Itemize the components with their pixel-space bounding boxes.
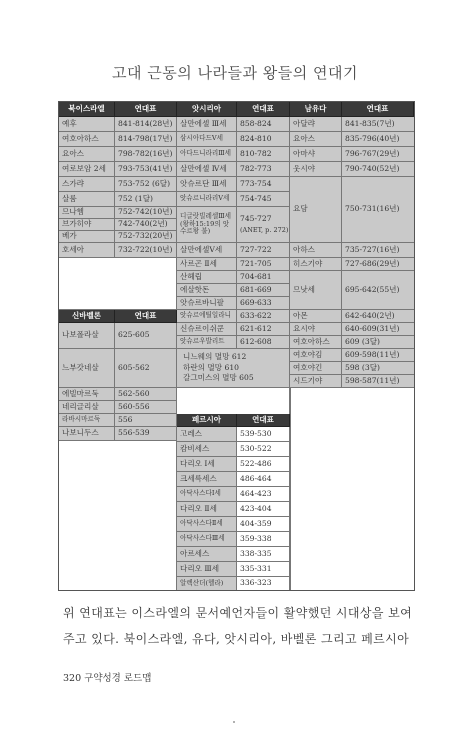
header-persia: 페르시아 xyxy=(177,414,237,427)
assyria-years: 633-622 xyxy=(237,310,290,323)
judah-king: 아마샤 xyxy=(290,147,342,162)
judah-king: 여호야긴 xyxy=(290,362,342,375)
persia-king: 캄비세스 xyxy=(177,442,237,457)
persia-king: 아닥사스다Ⅱ세 xyxy=(177,517,237,532)
persia-king: 아닥사스다Ⅲ세 xyxy=(177,532,237,547)
judah-king: 히스기야 xyxy=(290,258,342,271)
persia-years: 335-331 xyxy=(237,562,290,577)
israel-years: 753-752 (6달) xyxy=(115,177,177,192)
judah-years: 598 (3달) xyxy=(342,362,414,375)
persia-years: 522-486 xyxy=(237,457,290,472)
judah-years: 640-609(31년) xyxy=(342,323,414,336)
assyria-years: 704-681 xyxy=(237,271,290,284)
persia-years: 464-423 xyxy=(237,487,290,502)
assyria-years: 612-608 xyxy=(237,336,290,349)
assyria-years: 782-773 xyxy=(237,162,290,177)
babylon-king: 라바시마르둑 xyxy=(59,414,115,427)
judah-king: 아달랴 xyxy=(290,117,342,132)
header-judah: 남유다 xyxy=(290,102,342,117)
persia-king: 다리오 Ⅱ세 xyxy=(177,502,237,517)
assyria-king: 앗슈르단 Ⅲ세 xyxy=(177,177,237,192)
israel-king: 예후 xyxy=(59,117,115,132)
persia-years: 423-404 xyxy=(237,502,290,517)
persia-king: 아르세스 xyxy=(177,547,237,562)
persia-years: 530-522 xyxy=(237,442,290,457)
judah-king: 여호야김 xyxy=(290,349,342,362)
babylon-years: 605-562 xyxy=(115,349,177,388)
empty-cell xyxy=(59,258,177,310)
assyria-years: 727-722 xyxy=(237,243,290,258)
assyria-king: 에살핫돈 xyxy=(177,284,237,297)
israel-king: 스가랴 xyxy=(59,177,115,192)
page-title: 고대 근동의 나라들과 왕들의 연대기 xyxy=(112,64,358,82)
assyria-king: 삼시아다드Ⅴ세 xyxy=(177,132,237,147)
body-text-line: 위 연대표는 이스라엘의 문서예언자들이 활약했던 시대상을 보여 xyxy=(63,606,413,620)
israel-years: 742-740(2년) xyxy=(115,219,177,231)
assyria-years: 824-810 xyxy=(237,132,290,147)
header-israel-chron: 연대표 xyxy=(115,102,177,117)
judah-years: 796-767(29년) xyxy=(342,147,414,162)
persia-king: 다리오 Ⅰ세 xyxy=(177,457,237,472)
header-babylon: 신바벨론 xyxy=(59,310,115,323)
persia-king: 다리오 Ⅲ세 xyxy=(177,562,237,577)
persia-years: 539-530 xyxy=(237,427,290,442)
page-mark xyxy=(233,721,235,723)
babylon-years: 556-539 xyxy=(115,427,177,441)
babylon-king: 네리글리살 xyxy=(59,401,115,414)
assyria-years: 745-727 xyxy=(240,213,272,223)
header-israel: 북이스라엘 xyxy=(59,102,115,117)
assyria-years: 754-745 xyxy=(237,192,290,207)
israel-king: 베가 xyxy=(59,231,115,243)
assyria-king: 앗슈르에틸일라니 xyxy=(177,310,237,323)
assyria-years: 858-824 xyxy=(237,117,290,132)
chronology-table xyxy=(58,101,415,591)
judah-years: 841-835(7년) xyxy=(342,117,414,132)
page-footer: 320 구약성경 로드맵 xyxy=(63,673,152,684)
israel-years: 798-782(16년) xyxy=(115,147,177,162)
judah-king: 므낫세 xyxy=(290,271,342,310)
israel-years: 732-722(10년) xyxy=(115,243,177,258)
judah-king: 요아스 xyxy=(290,132,342,147)
israel-years: 814-798(17년) xyxy=(115,132,177,147)
header-assyria: 앗시리아 xyxy=(177,102,237,117)
babylon-years: 625-605 xyxy=(115,323,177,349)
judah-years: 727-686(29년) xyxy=(342,258,414,271)
empty-cell xyxy=(290,388,414,590)
babylon-years: 562-560 xyxy=(115,388,177,401)
persia-king: 고레스 xyxy=(177,427,237,442)
assyria-king: 앗슈르니라리Ⅴ세 xyxy=(177,192,237,207)
judah-years: 790-740(52년) xyxy=(342,162,414,177)
babylon-king: 느부갓네살 xyxy=(59,349,115,388)
header-judah-chron: 연대표 xyxy=(342,102,414,117)
assyria-years: 773-754 xyxy=(237,177,290,192)
israel-years: 841-814(28년) xyxy=(115,117,177,132)
judah-years: 835-796(40년) xyxy=(342,132,414,147)
body-text-line: 주고 있다. 북이스라엘, 유다, 앗시리아, 바벨론 그리고 페르시아 xyxy=(63,632,410,646)
israel-years: 752-742(10년) xyxy=(115,207,177,219)
babylon-king: 나보폴라살 xyxy=(59,323,115,349)
assyria-years: 681-669 xyxy=(237,284,290,297)
babylon-years: 560-556 xyxy=(115,401,177,414)
judah-years: 598-587(11년) xyxy=(342,375,414,388)
assyria-king: 사르곤 Ⅱ세 xyxy=(177,258,237,271)
persia-king: 크세륵세스 xyxy=(177,472,237,487)
judah-years: 642-640(2년) xyxy=(342,310,414,323)
empty-cell xyxy=(59,441,177,590)
persia-king: 아닥사스다Ⅰ세 xyxy=(177,487,237,502)
assyria-years: 721-705 xyxy=(237,258,290,271)
judah-years: 609-598(11년) xyxy=(342,349,414,362)
assyria-king: 앗슈르바니팔 xyxy=(177,297,237,310)
israel-king: 므나헴 xyxy=(59,207,115,219)
babylon-king: 나보니두스 xyxy=(59,427,115,441)
persia-king: 알렉산더(헬라) xyxy=(177,577,237,590)
israel-king: 여로보암 2세 xyxy=(59,162,115,177)
assyria-king: 아다드니라리Ⅲ세 xyxy=(177,147,237,162)
israel-years: 793-753(41년) xyxy=(115,162,177,177)
assyria-years-cell xyxy=(237,207,290,243)
assyria-king: 신슈르이쉬쿤 xyxy=(177,323,237,336)
persia-years: 404-359 xyxy=(237,517,290,532)
assyria-note: (ANET, p. 272) xyxy=(240,225,289,234)
assyria-years: 621-612 xyxy=(237,323,290,336)
assyria-king: 산헤립 xyxy=(177,271,237,284)
judah-king: 요시야 xyxy=(290,323,342,336)
empty-cell xyxy=(177,388,290,414)
header-babylon-chron: 연대표 xyxy=(115,310,177,323)
judah-years: 735-727(16년) xyxy=(342,243,414,258)
judah-king: 웃시야 xyxy=(290,162,342,177)
persia-years: 336-323 xyxy=(237,577,290,590)
judah-years: 695-642(55년) xyxy=(342,271,414,310)
israel-king: 살룸 xyxy=(59,192,115,207)
assyria-years: 810-782 xyxy=(237,147,290,162)
assyria-king: 살만에셀 Ⅳ세 xyxy=(177,162,237,177)
judah-years: 750-731(16년) xyxy=(342,177,414,243)
assyria-years: 669-633 xyxy=(237,297,290,310)
persia-years: 338-335 xyxy=(237,547,290,562)
assyria-king: 살만에셀 Ⅲ세 xyxy=(177,117,237,132)
israel-king: 브가히야 xyxy=(59,219,115,231)
babylon-years: 556 xyxy=(115,414,177,427)
israel-king: 여호아하스 xyxy=(59,132,115,147)
assyria-fall-notes xyxy=(177,349,290,388)
judah-king: 아몬 xyxy=(290,310,342,323)
israel-years: 752 (1달) xyxy=(115,192,177,207)
israel-years: 752-732(20년) xyxy=(115,231,177,243)
assyria-king: 살만에셀Ⅴ세 xyxy=(177,243,237,258)
persia-years: 359-338 xyxy=(237,532,290,547)
assyria-king: 디글랏빌레셀Ⅲ세(왕하15:19의 앗수르왕 불) xyxy=(177,207,237,243)
persia-years: 486-464 xyxy=(237,472,290,487)
header-persia-chron: 연대표 xyxy=(237,414,290,427)
assyria-king: 앗슈르우발리트 xyxy=(177,336,237,349)
fall-of-nineveh: 니느웨의 멸망 612 xyxy=(183,351,247,361)
israel-king: 요아스 xyxy=(59,147,115,162)
judah-king: 요담 xyxy=(290,177,342,243)
judah-king: 아하스 xyxy=(290,243,342,258)
babylon-king: 에빌마르둑 xyxy=(59,388,115,401)
judah-king: 여호아하스 xyxy=(290,336,342,349)
header-assyria-chron: 연대표 xyxy=(237,102,290,117)
fall-of-carchemish: 갈그미스의 멸망 605 xyxy=(183,373,254,383)
israel-king: 호세아 xyxy=(59,243,115,258)
judah-years: 609 (3달) xyxy=(342,336,414,349)
judah-king: 시드기야 xyxy=(290,375,342,388)
fall-of-haran: 하란의 멸망 610 xyxy=(183,362,239,372)
